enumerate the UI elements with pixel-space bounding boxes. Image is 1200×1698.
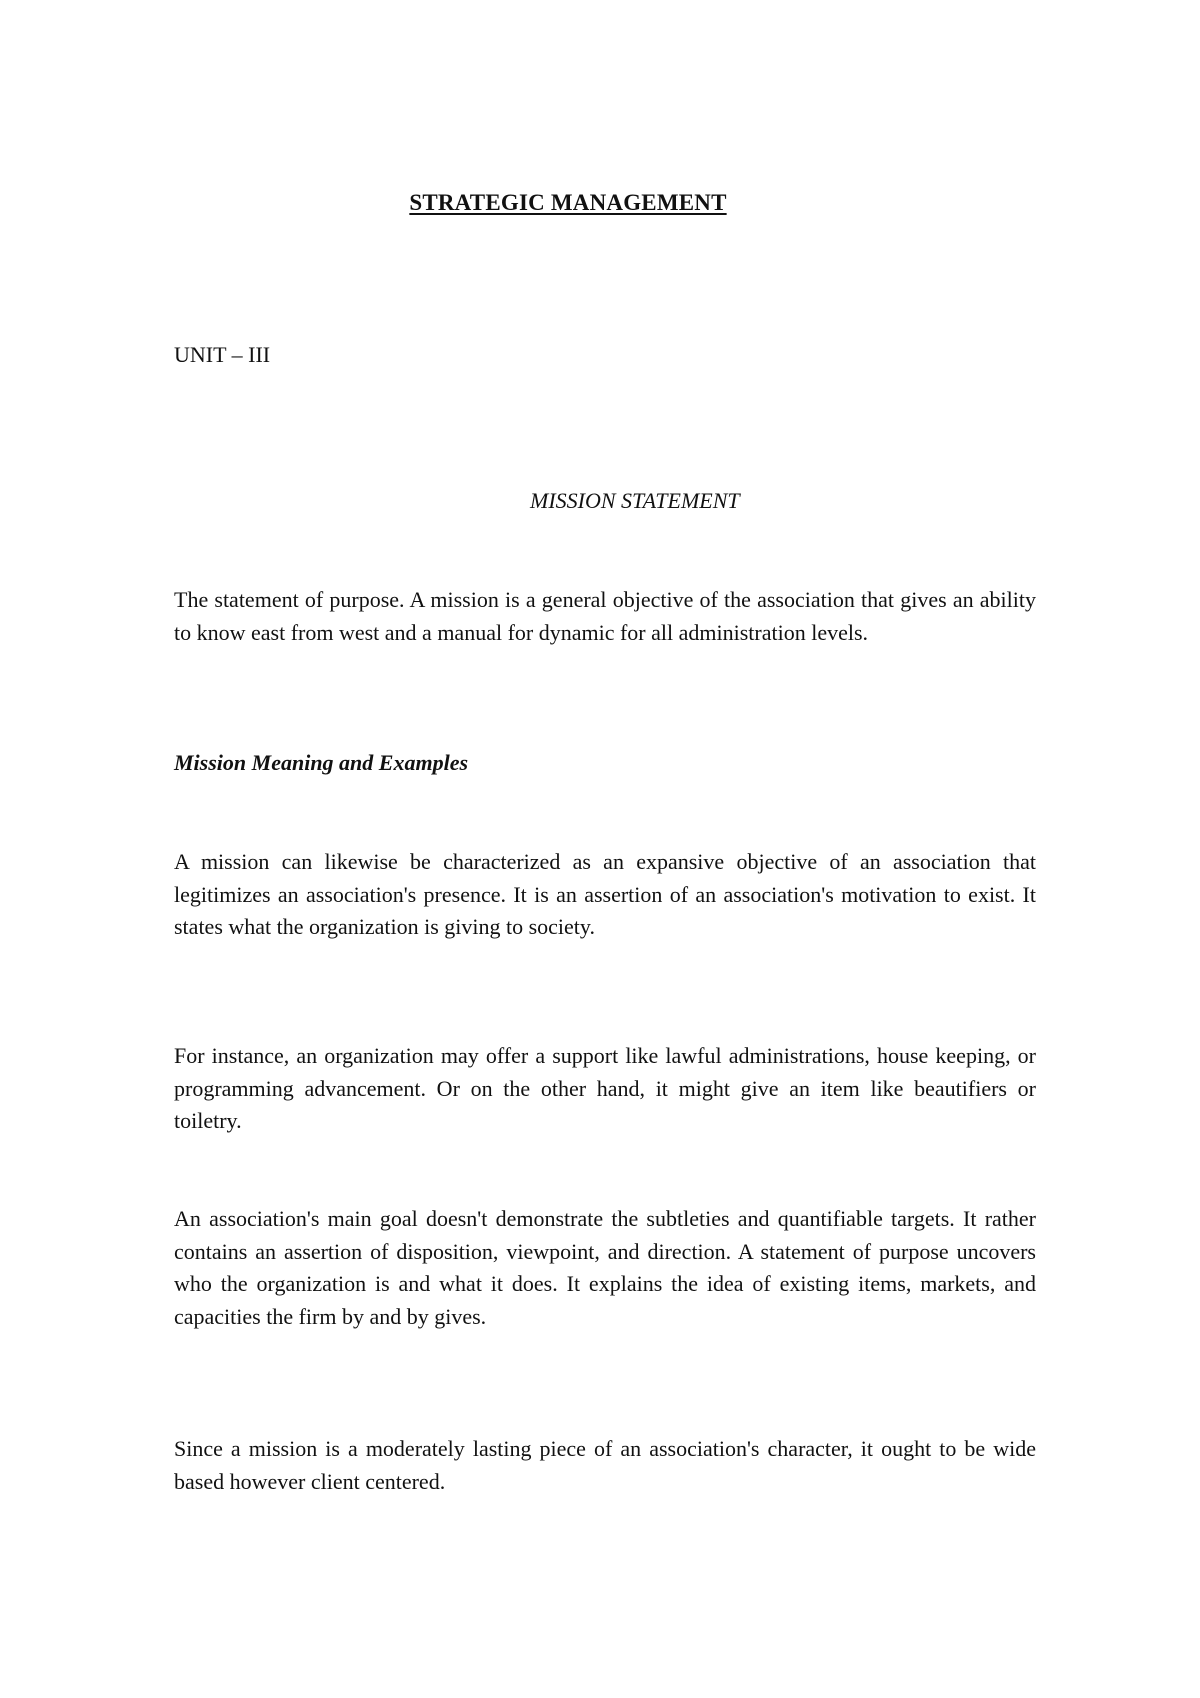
section-heading: MISSION STATEMENT xyxy=(530,488,740,513)
paragraph: A mission can likewise be characterized as an expansive objective of an association that legitimizes an association's presence. It is an assertion of an association's motivation to exist. It states what the organization is giving to society. xyxy=(174,849,1036,939)
paragraph: An association's main goal doesn't demonstrate the subtleties and quantifiable targets. It rather contains an assertion of disposition, viewpoint, and direction. A statement of purpose uncovers who the organization is and what it does. It explains the idea of existing items, markets, and capacities the firm by and by gives. xyxy=(174,1206,1036,1329)
paragraph: For instance, an organization may offer a support like lawful administrations, house keeping, or programming advancement. Or on the other hand, it might give an item like beautifiers or toiletry. xyxy=(174,1043,1036,1133)
subheading: Mission Meaning and Examples xyxy=(174,750,469,775)
paragraph: Since a mission is a moderately lasting piece of an association's character, it ought to be wide based however client centered. xyxy=(174,1436,1036,1494)
unit-label: UNIT – III xyxy=(174,342,271,367)
document-title: STRATEGIC MANAGEMENT xyxy=(409,190,727,215)
paragraph: The statement of purpose. A mission is a general objective of the association that gives an ability to know east from west and a manual for dynamic for all administration levels. xyxy=(174,587,1036,645)
